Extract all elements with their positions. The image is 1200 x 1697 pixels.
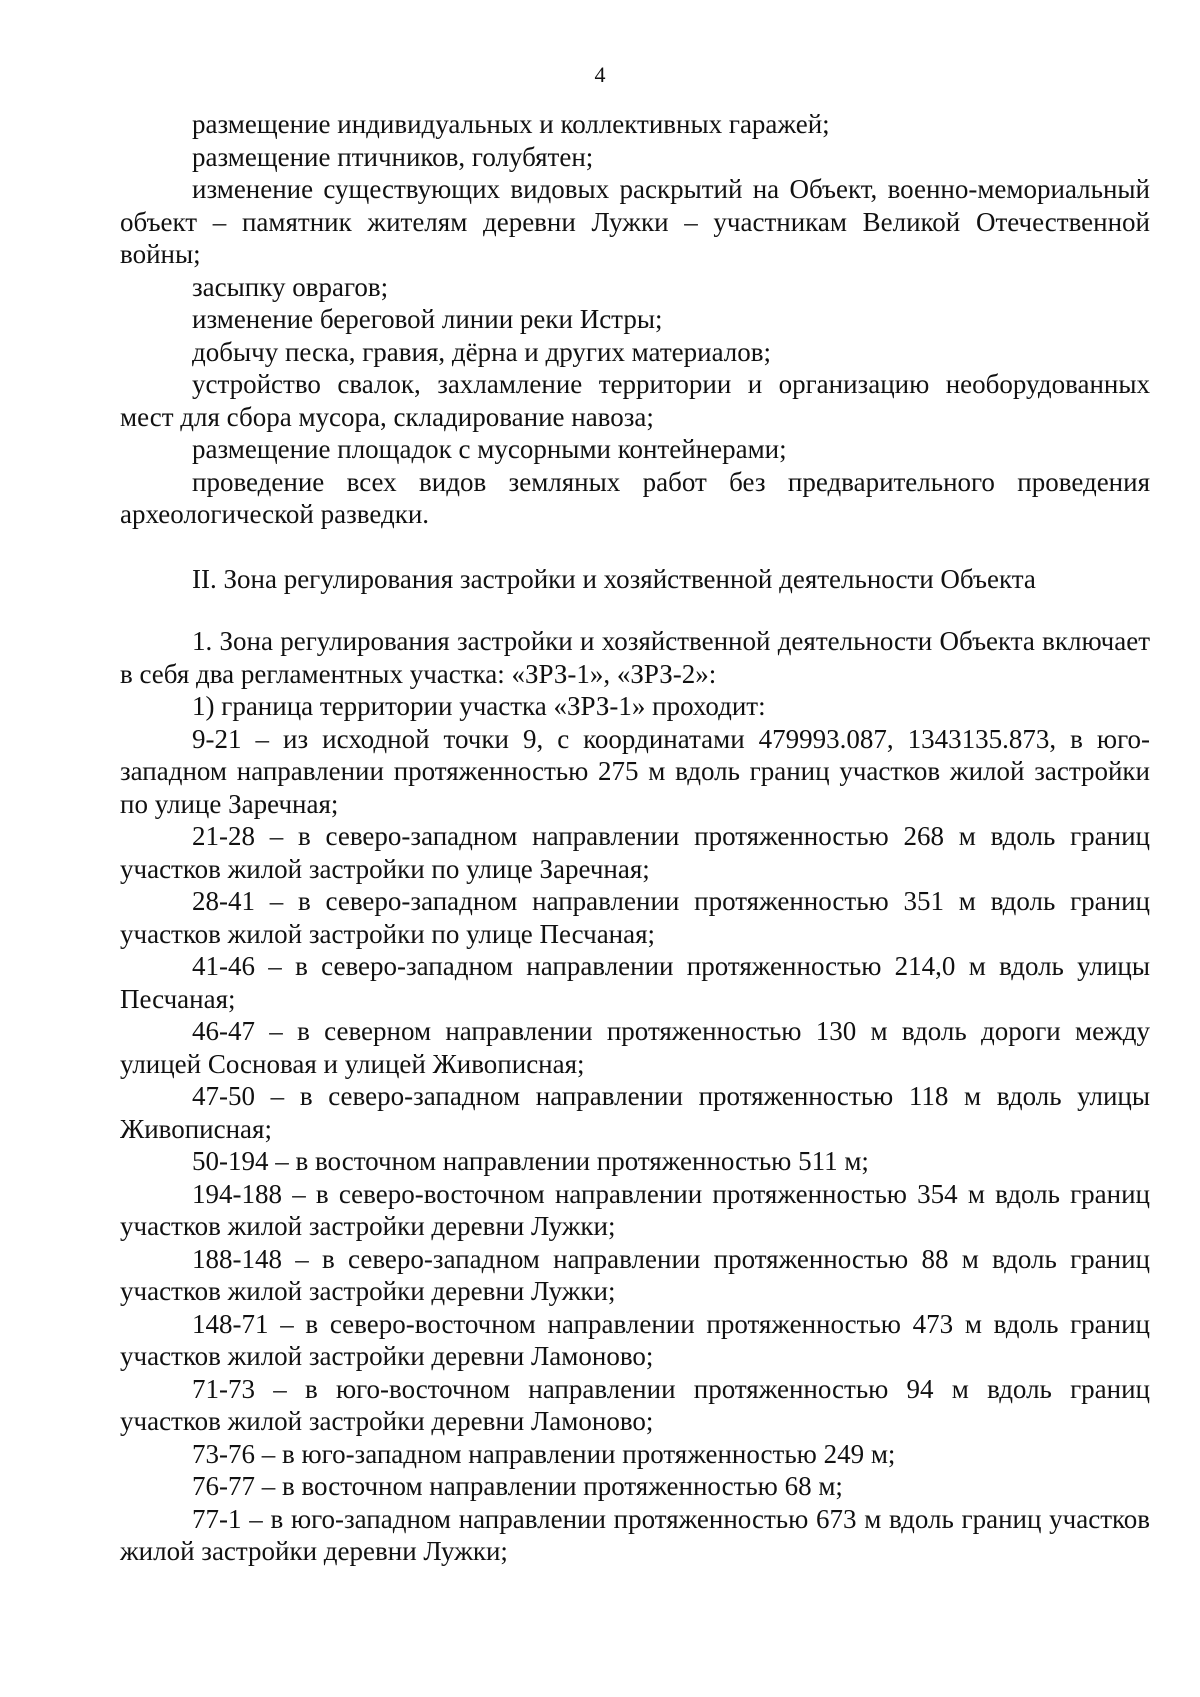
- boundary-segment: 47-50 – в северо-западном направлении протяженностью 118 м вдоль улицы Живописная;: [120, 1081, 1150, 1144]
- boundary-segment: 77-1 – в юго-западном направлении протяженностью 673 м вдоль границ участков жилой застройки деревни Лужки;: [120, 1503, 1150, 1566]
- boundary-segment: 28-41 – в северо-западном направлении протяженностью 351 м вдоль границ участков жилой застройки по улице Песчаная;: [120, 886, 1150, 949]
- document-body: [120, 108, 1150, 1568]
- page-number: 4: [594, 62, 606, 87]
- prohibition-item: размещение площадок с мусорными контейнерами;: [192, 434, 787, 464]
- prohibition-item: изменение существующих видовых раскрытий на Объект, военно-мемориальный объект – памятник жителям деревни Лужки – участникам Великой Отечественной войны;: [120, 174, 1150, 269]
- prohibition-item: устройство свалок, захламление территории и организацию необорудованных мест для сбора мусора, складирование навоза;: [120, 369, 1150, 432]
- prohibition-item: размещение птичников, голубятен;: [192, 141, 594, 172]
- boundary-segment: 188-148 – в северо-западном направлении протяженностью 88 м вдоль границ участков жилой застройки деревни Лужки;: [120, 1243, 1150, 1306]
- boundary-segment: 73-76 – в юго-западном направлении протяженностью 249 м;: [192, 1438, 896, 1469]
- boundary-segment: 9-21 – из исходной точки 9, с координатами 479993.087, 1343135.873, в юго-западном направлении протяженностью 275 м вдоль границ участков жилой застройки по улице Заречная;: [120, 723, 1150, 819]
- prohibition-item: изменение береговой линии реки Истры;: [192, 304, 663, 334]
- prohibition-item: добычу песка, гравия, дёрна и других материалов;: [192, 336, 772, 367]
- boundary-segment: 41-46 – в северо-западном направлении протяженностью 214,0 м вдоль улицы Песчаная;: [120, 951, 1150, 1014]
- boundary-segment: 71-73 – в юго-восточном направлении протяженностью 94 м вдоль границ участков жилой застройки деревни Ламоново;: [120, 1373, 1150, 1436]
- prohibition-item: засыпку оврагов;: [192, 271, 389, 302]
- boundary-intro: 1) граница территории участка «ЗРЗ-1» проходит:: [192, 691, 766, 721]
- boundary-segment: 148-71 – в северо-восточном направлении протяженностью 473 м вдоль границ участков жилой застройки деревни Ламоново;: [120, 1308, 1150, 1371]
- boundary-segment: 50-194 – в восточном направлении протяженностью 511 м;: [192, 1146, 869, 1176]
- section-heading: II. Зона регулирования застройки и хозяйственной деятельности Объекта: [192, 563, 1036, 594]
- boundary-segment: 21-28 – в северо-западном направлении протяженностью 268 м вдоль границ участков жилой застройки по улице Заречная;: [120, 821, 1150, 884]
- prohibition-item: размещение индивидуальных и коллективных гаражей;: [192, 109, 830, 139]
- zone-description: 1. Зона регулирования застройки и хозяйственной деятельности Объекта включает в себя два регламентных участка: «ЗРЗ-1», «ЗРЗ-2»:: [120, 626, 1150, 689]
- prohibition-item: проведение всех видов земляных работ без предварительного проведения археологической разведки.: [120, 466, 1150, 529]
- boundary-segment: 194-188 – в северо-восточном направлении протяженностью 354 м вдоль границ участков жилой застройки деревни Лужки;: [120, 1178, 1150, 1241]
- boundary-segment: 76-77 – в восточном направлении протяженностью 68 м;: [192, 1471, 843, 1501]
- boundary-segment: 46-47 – в северном направлении протяженностью 130 м вдоль дороги между улицей Сосновая и улицей Живописная;: [120, 1016, 1150, 1079]
